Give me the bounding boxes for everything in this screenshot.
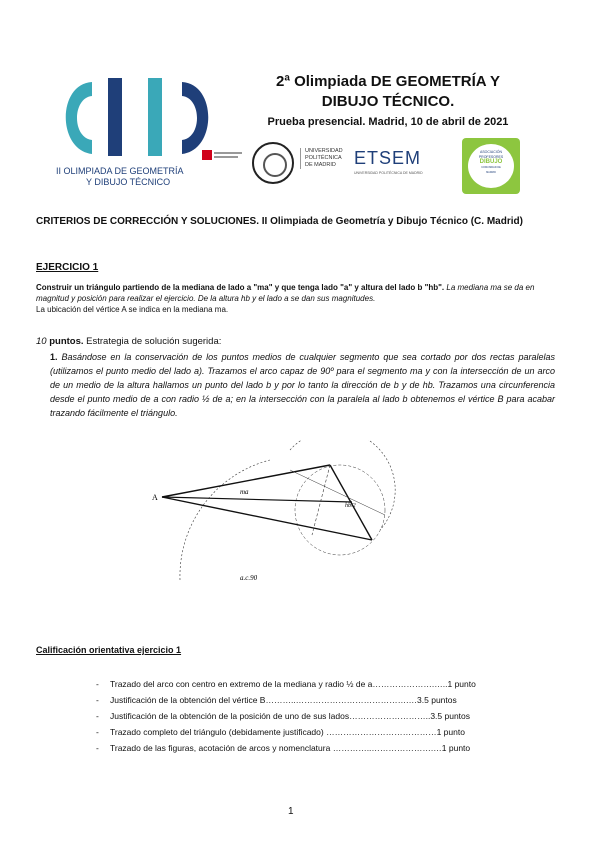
hb-label: hb/2 bbox=[345, 503, 356, 509]
upm-seal-icon bbox=[252, 142, 294, 184]
list-item: - Trazado de las figuras, acotación de arcos y nomenclatura …………..………………….…1 punto bbox=[96, 743, 471, 753]
median-label: ma bbox=[240, 488, 249, 496]
upm-name: UNIVERSIDAD POLITÉCNICA DE MADRID bbox=[300, 148, 343, 169]
construction-arc-right bbox=[290, 440, 395, 530]
grading-list bbox=[96, 676, 536, 756]
madrid-logo bbox=[202, 150, 244, 170]
list-item: - Trazado completo del triángulo (debidamente justificado) …………………………………1 punto bbox=[96, 727, 465, 737]
strategy-text: 1. Basándose en la conservación de los puntos medios de cualquier segmento que sea cortado por dos rectas paralelas (utilizamos el punto medio del lado a). Trazamos el arco capaz de 90º para el segmento ma y con la intersección de un arco de un medio de la altura hallamos un punto del lado b y por lo tanto la dirección de b y de hb. Trazamos una circunferencia desde el punto medio de a con radio ½ de a; en la intersección con la paralela al lado b obtenemos el vértice B para acabar trazando fácilmente el triángulo. bbox=[50, 352, 555, 418]
exercise-heading: EJERCICIO 1 bbox=[36, 262, 99, 273]
parallel-line bbox=[290, 470, 385, 515]
points-line: 10 puntos. Estrategia de solución sugerida: bbox=[36, 336, 222, 347]
subtitle: Prueba presencial. Madrid, 10 de abril de 2021 bbox=[267, 116, 509, 128]
partner-logos bbox=[202, 138, 532, 198]
grading-heading: Calificación orientativa ejercicio 1 bbox=[36, 645, 182, 655]
etsem-logo: ETSEM UNIVERSIDAD POLITÉCNICA DE MADRID bbox=[354, 148, 423, 175]
vertex-a-label: A bbox=[152, 493, 158, 502]
arc-label: a.c.90 bbox=[240, 574, 258, 582]
median-ma bbox=[162, 497, 352, 502]
profesores-dibujo-logo: ASOCIACIÓN PROFESORES DIBUJO COMUNIDAD DE MADRID bbox=[462, 138, 520, 194]
page-number: 1 bbox=[288, 806, 294, 817]
logo-caption: II OLIMPIADA DE GEOMETRÍA Y DIBUJO TÉCNICO bbox=[56, 166, 184, 187]
list-item: - Trazado del arco con centro en extremo de la mediana y radio ½ de a………………….…..1 punto bbox=[96, 679, 476, 689]
triangle-side-bottom bbox=[162, 497, 372, 540]
page-title: 2ª Olimpiada DE GEOMETRÍA Y DIBUJO TÉCNICO. bbox=[276, 73, 500, 110]
geometric-construction bbox=[140, 440, 420, 590]
height-line bbox=[312, 465, 330, 535]
list-item: - Justificación de la obtención de la posición de uno de sus lados………………………..3.5 puntos bbox=[96, 711, 471, 721]
criteria-title: CRITERIOS DE CORRECCIÓN Y SOLUCIONES. II Olimpiada de Geometría y Dibujo Técnico (C. Madrid) bbox=[36, 216, 523, 227]
exercise-statement: Construir un triángulo partiendo de la mediana de lado a "ma" y que tenga lado "a" y altura del lado b "hb". La mediana ma se da en magnitud y posición para realizar el ejercicio. De la altura hb y el lado a se dan sus magnitudes. La ubicación del vértice A se indica en la mediana ma. bbox=[36, 283, 535, 314]
construction-arc-large bbox=[180, 460, 270, 580]
list-item: - Justificación de la obtención del vértice B………..………………………………….…3.5 puntos bbox=[96, 695, 457, 705]
